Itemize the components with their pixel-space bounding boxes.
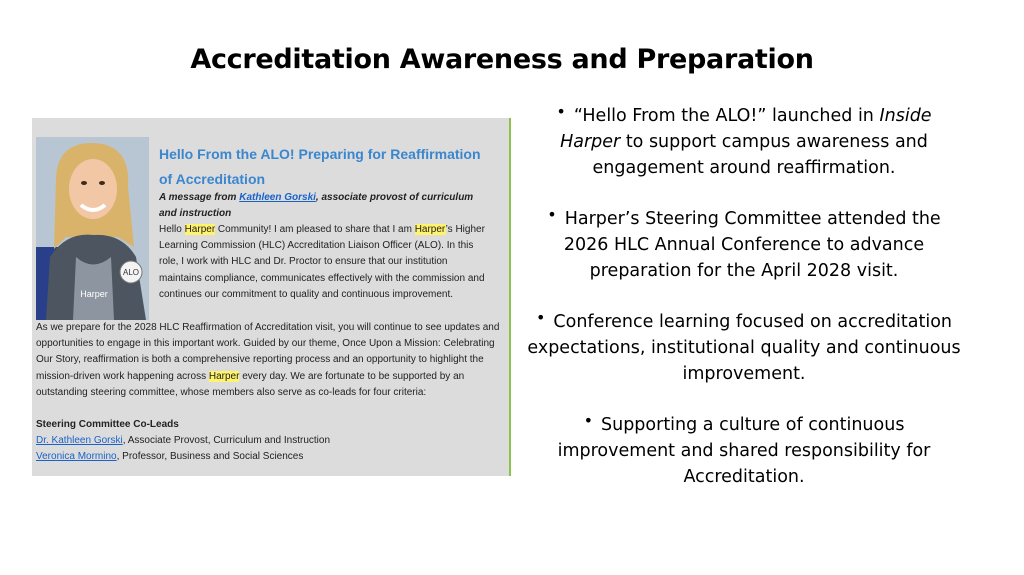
bullet-3: • Conference learning focused on accreditation expectations, institutional quality and continuous improvement. xyxy=(524,309,964,387)
co-lead-1-link[interactable]: Dr. Kathleen Gorski xyxy=(36,435,123,447)
newsletter-title: Hello From the ALO! Preparing for Reaffirmation of Accreditation xyxy=(159,146,481,187)
svg-text:Harper: Harper xyxy=(80,289,108,299)
newsletter-paragraph-1: Hello Harper Community! I am pleased to share that I am Harper’s Higher Learning Commission (HLC) Accreditation Liaison Officer (ALO). In this role, I work with HLC and Dr. Proctor to ensure that our institution maintains compliance, communicates effectively with the commission and continues our commitment to quality and continuous improvement. xyxy=(159,224,485,300)
bullet-2: • Harper’s Steering Committee attended the 2026 HLC Annual Conference to advance preparation for the April 2028 visit. xyxy=(524,206,964,284)
co-leads-heading: Steering Committee Co-Leads xyxy=(36,419,179,430)
bullet-list xyxy=(524,103,964,515)
newsletter-paragraph-2: As we prepare for the 2028 HLC Reaffirmation of Accreditation visit, you will continue to see updates and opportunities to engage in this important work. Guided by our theme, Once Upon a Mission: Celebrating Our Story, reaffirmation is both a comprehensive reporting process and an opportunity to highlight the mission-driven work happening across Harper every day. We are fortunate to be supported by an outstanding steering committee, whose members also serve as co-leads for four criteria: xyxy=(36,322,500,398)
byline-author-link[interactable]: Kathleen Gorski xyxy=(239,192,316,203)
steering-committee-leads xyxy=(36,417,502,466)
newsletter-byline: A message from Kathleen Gorski, associate provost of curriculum and instruction xyxy=(159,192,474,220)
newsletter-screenshot xyxy=(32,118,511,476)
highlight-harper: Harper xyxy=(414,224,446,235)
co-lead-1: Dr. Kathleen Gorski, Associate Provost, Curriculum and Instruction xyxy=(36,435,331,447)
slide-title: Accreditation Awareness and Preparation xyxy=(190,44,814,75)
highlight-harper: Harper xyxy=(208,370,240,382)
co-lead-2: Veronica Mormino, Professor, Business and Social Sciences xyxy=(36,451,304,463)
bullet-4: • Supporting a culture of continuous improvement and shared responsibility for Accreditation. xyxy=(524,412,964,490)
highlight-harper: Harper xyxy=(184,224,216,235)
co-lead-2-link[interactable]: Veronica Mormino xyxy=(36,451,117,463)
bullet-1: • “Hello From the ALO!” launched in Inside Harper to support campus awareness and engagement around reaffirmation. xyxy=(524,103,964,181)
svg-text:ALO: ALO xyxy=(122,268,140,277)
portrait-photo xyxy=(36,137,149,320)
